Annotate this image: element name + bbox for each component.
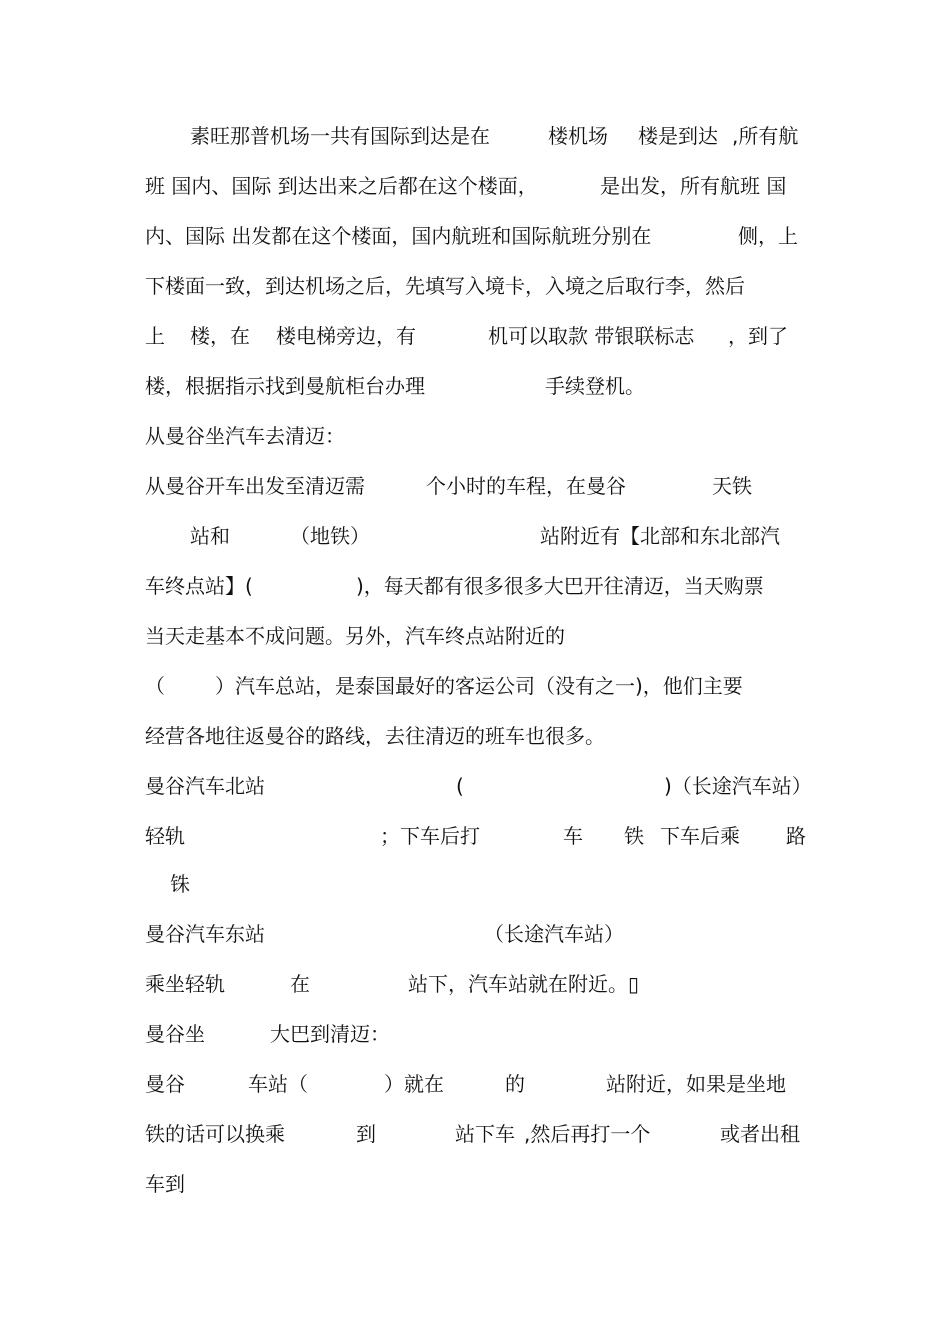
text-segment: 乘坐轻轨 [145, 972, 225, 996]
text-segment: )，每天都有很多很多大巴开往清迈，当天购票 [356, 574, 764, 598]
text-segment: 侧，上 [738, 224, 798, 248]
text-segment: （地铁） [290, 524, 370, 548]
text-segment: 或者出租 [720, 1122, 800, 1146]
text-segment: 曼谷坐 [145, 1022, 205, 1046]
text-segment: 楼机场 [548, 124, 608, 148]
text-segment: ，到了 [728, 324, 788, 348]
text-segment: 楼是到达 [638, 124, 718, 148]
text-line-21 [0, 1118, 950, 1150]
text-segment: 楼，在 [190, 324, 250, 348]
text-segment: 路 [786, 824, 806, 848]
text-line-12 [0, 670, 950, 702]
text-segment: ）汽车总站，是泰国最好的客运公司（没有之一)，他们主要 [215, 674, 743, 698]
text-segment: 轻轨 [145, 824, 185, 848]
text-segment: 下楼面一致，到达机场之后，先填写入境卡，入境之后取行李，然后 [145, 274, 745, 298]
text-segment: 车站（ [248, 1072, 308, 1096]
text-segment: 下车后乘 [660, 824, 740, 848]
text-segment: )（长途汽车站） [664, 774, 812, 798]
text-line-20 [0, 1068, 950, 1100]
text-segment: 大巴到清迈： [270, 1022, 390, 1046]
text-segment: 个小时的车程，在曼谷 [426, 474, 626, 498]
text-segment: （长途汽车站） [484, 922, 624, 946]
text-segment: 车到 [145, 1172, 185, 1196]
text-segment: 的 [505, 1072, 525, 1096]
text-line-10 [0, 570, 950, 602]
text-segment: 机可以取款 带银联标志 [488, 324, 695, 348]
text-line-5 [0, 320, 950, 352]
text-segment: 曼谷 [145, 1072, 185, 1096]
text-segment: （ [145, 674, 165, 698]
text-segment: 到 [356, 1122, 376, 1146]
text-segment: 上 [145, 324, 165, 348]
text-segment: 天铁 [712, 474, 752, 498]
text-line-3 [0, 220, 950, 252]
text-line-9 [0, 520, 950, 552]
text-line-8 [0, 470, 950, 502]
text-segment: 铁 [624, 824, 644, 848]
text-segment: 素旺那普机场一共有国际到达是在 [190, 124, 490, 148]
text-line-18 [0, 968, 950, 1000]
text-segment: 车终点站】( [145, 574, 253, 598]
text-segment: 从曼谷坐汽车去清迈： [145, 424, 345, 448]
text-segment: ）就在 [384, 1072, 444, 1096]
text-segment: 站附近，如果是坐地 [606, 1072, 786, 1096]
text-line-13 [0, 720, 950, 752]
text-segment: 内、国际 出发都在这个楼面，国内航班和国际航班分别在 [145, 224, 652, 248]
text-line-14 [0, 770, 950, 802]
text-segment: ；下车后打 [380, 824, 480, 848]
text-segment: 铁的话可以换乘 [145, 1122, 285, 1146]
text-segment: 从曼谷开车出发至清迈需 [145, 474, 365, 498]
text-segment: 当天走基本不成问题。另外，汽车终点站附近的 [145, 624, 565, 648]
text-line-16 [0, 868, 950, 900]
text-segment: 在 [290, 972, 310, 996]
text-segment: 手续登机。 [545, 374, 645, 398]
text-segment: 曼谷汽车北站 [145, 774, 265, 798]
text-segment: 站附近有【北部和东北部汽 [540, 524, 780, 548]
text-segment: 曼谷汽车东站 [145, 922, 265, 946]
text-line-6 [0, 370, 950, 402]
text-segment: ,然后再打一个 [524, 1122, 651, 1146]
text-segment: 车 [563, 824, 583, 848]
text-segment: ,所有航 [732, 124, 799, 148]
text-line-7 [0, 420, 950, 452]
text-segment: 楼，根据指示找到曼航柜台办理 [145, 374, 425, 398]
text-line-2 [0, 170, 950, 202]
text-segment: ( [456, 774, 464, 798]
text-line-1 [0, 120, 950, 152]
text-segment: 站下车 [455, 1122, 515, 1146]
text-segment: 是出发，所有航班 国 [600, 174, 787, 198]
text-segment: 铢 [170, 872, 190, 896]
text-line-11 [0, 620, 950, 652]
text-segment: 经营各地往返曼谷的路线，去往清迈的班车也很多。 [145, 724, 605, 748]
text-segment: 站和 [190, 524, 230, 548]
text-segment: 站下，汽车站就在附近。▯ [408, 972, 640, 996]
text-line-22 [0, 1168, 950, 1200]
text-line-19 [0, 1018, 950, 1050]
text-segment: 楼电梯旁边，有 [276, 324, 416, 348]
text-line-4 [0, 270, 950, 302]
text-line-15 [0, 820, 950, 852]
text-segment: 班 国内、国际 到达出来之后都在这个楼面， [145, 174, 538, 198]
text-line-17 [0, 918, 950, 950]
